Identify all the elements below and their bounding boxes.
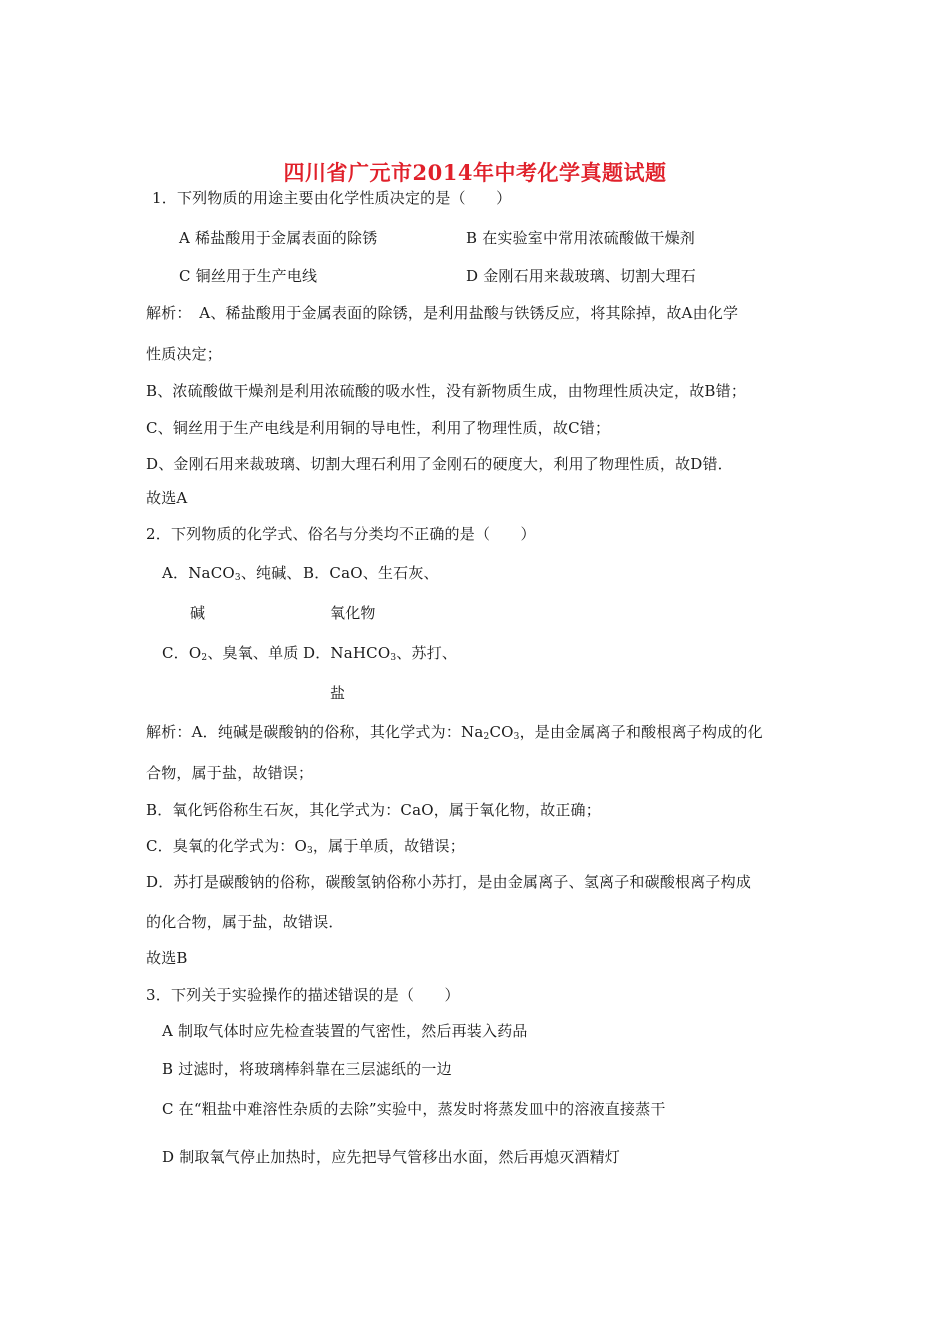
q3-option-b: B 过滤时，将玻璃棒斜靠在三层滤纸的一边 <box>162 1060 452 1078</box>
q2-stem: 2．下列物质的化学式、俗名与分类均不正确的是（ ） <box>146 525 536 543</box>
q2-option-b-class: 氧化物 <box>330 604 376 622</box>
q1-analysis-line: B、浓硫酸做干燥剂是利用浓硫酸的吸水性，没有新物质生成，由物理性质决定，故B错； <box>146 382 747 400</box>
q1-option-b: B 在实验室中常用浓硫酸做干燥剂 <box>466 229 695 247</box>
q3-option-c: C 在“粗盐中难溶性杂质的去除”实验中，蒸发时将蒸发皿中的溶液直接蒸干 <box>162 1100 666 1118</box>
q1-analysis-line: 解析： A、稀盐酸用于金属表面的除锈，是利用盐酸与铁锈反应，将其除掉，故A由化学 <box>146 304 739 322</box>
q1-analysis-line: 性质决定； <box>146 345 223 363</box>
q1-analysis-line: C、铜丝用于生产电线是利用铜的导电性，利用了物理性质，故C错； <box>146 419 611 437</box>
q1-answer: 故选A <box>146 489 188 507</box>
q2-analysis-line: C．臭氧的化学式为：$O_3$，属于单质，故错误； <box>146 837 465 856</box>
document-title: 四川省广元市2014年中考化学真题试题 <box>283 160 667 185</box>
q2-option-a-class: 碱 <box>190 604 206 622</box>
q3-option-d: D 制取氧气停止加热时，应先把导气管移出水面，然后再熄灭酒精灯 <box>162 1148 620 1166</box>
q1-stem: 1．下列物质的用途主要由化学性质决定的是（ ） <box>152 189 512 207</box>
q2-option-b: B．CaO、生石灰、 <box>303 564 439 582</box>
q2-analysis-line: 的化合物，属于盐，故错误． <box>146 913 344 931</box>
q1-option-a: A 稀盐酸用于金属表面的除锈 <box>179 229 378 247</box>
q2-analysis-line: D．苏打是碳酸钠的俗称，碳酸氢钠俗称小苏打，是由金属离子、氢离子和碳酸根离子构成 <box>146 873 752 891</box>
q2-answer: 故选B <box>146 949 188 967</box>
q2-option-d: D．NaHCO$_3$、苏打、 <box>303 644 458 663</box>
q1-option-d: D 金刚石用来裁玻璃、切割大理石 <box>466 267 696 285</box>
q3-option-a: A 制取气体时应先检查装置的气密性，然后再装入药品 <box>162 1022 528 1040</box>
q2-analysis-line: 解析：A．纯碱是碳酸钠的俗称，其化学式为：$Na_2CO_3$，是由金属离子和酸根离子构成的化 <box>146 723 763 742</box>
q2-analysis-line: B．氧化钙俗称生石灰，其化学式为：CaO，属于氧化物，故正确； <box>146 801 601 819</box>
q1-analysis-line: D、金刚石用来裁玻璃、切割大理石利用了金刚石的硬度大，利用了物理性质，故D错． <box>146 455 733 473</box>
q1-option-c: C 铜丝用于生产电线 <box>179 267 318 285</box>
q2-option-a: A．NaCO$_3$、纯碱、 <box>162 564 302 583</box>
q2-analysis-line: 合物，属于盐，故错误； <box>146 764 314 782</box>
q3-stem: 3．下列关于实验操作的描述错误的是（ ） <box>146 986 460 1004</box>
q2-option-c: C．$O_2$、臭氧、单质 <box>162 644 299 663</box>
q2-option-d-class: 盐 <box>330 684 346 702</box>
